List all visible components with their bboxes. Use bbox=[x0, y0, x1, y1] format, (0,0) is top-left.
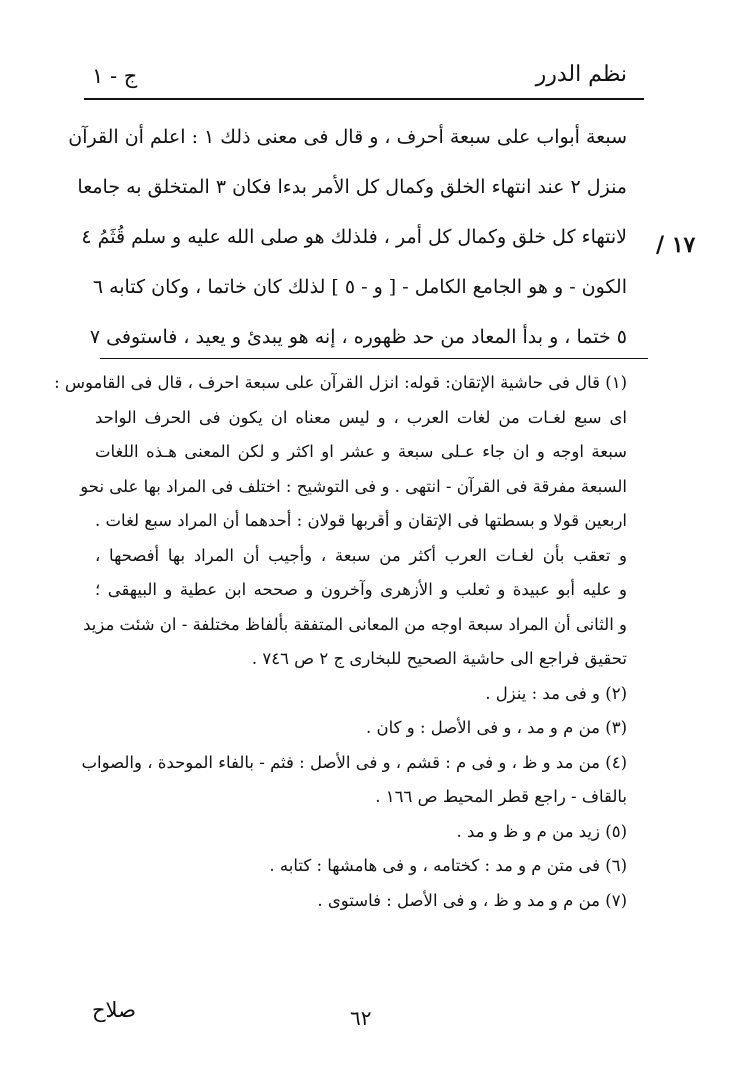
footnote-line: (٢) و فى مد : ينزل . bbox=[485, 683, 627, 703]
running-header-volume: ج - ١ bbox=[92, 64, 138, 88]
margin-page-reference: ١٧ / bbox=[656, 232, 696, 258]
footnote-line: و تعقب بأن لغـات العرب أكثر من سبعة ، وأجيب أن المراد بها أفصحها ، bbox=[95, 545, 627, 565]
footnote-line: و الثانى أن المراد سبعة اوجه من المعانى المتفقة بألفاظ مختلفة - ان شئت مزيد bbox=[83, 614, 627, 634]
footnote-line: اى سبع لغـات من لغات العرب ، و ليس معناه ان يكون فى الحرف الواحد bbox=[95, 407, 627, 427]
footnote-line: تحقيق فراجع الى حاشية الصحيح للبخارى ج ٢ ص ٧٤٦ . bbox=[251, 649, 627, 668]
main-text-line: لانتهاء كل خلق وكمال كل أمر ، فلذلك هو صلى الله عليه و سلم قُثَمُ ٤ bbox=[81, 226, 627, 248]
footnotes-block bbox=[54, 366, 627, 918]
footnote-line: (٥) زيد من م و ظ و مد . bbox=[456, 821, 627, 841]
footnote-line: و عليه أبو عبيدة و ثعلب و الأزهرى وآخرون و صححه ابن عطية و البيهقى ؛ bbox=[95, 580, 627, 599]
footnote-separator bbox=[100, 358, 648, 359]
footnote-line: (٦) فى متن م و مد : كختامه ، و فى هامشها : كتابه . bbox=[269, 856, 627, 875]
page-number: ٦٢ bbox=[350, 1006, 372, 1030]
footnote-line: (٧) من م و مد و ظ ، و فى الأصل : فاستوى . bbox=[317, 890, 627, 910]
footnote-line: بالقاف - راجع قطر المحيط ص ١٦٦ . bbox=[375, 787, 627, 806]
main-text-block bbox=[68, 112, 627, 362]
footnote-line: (٣) من م و مد ، و فى الأصل : و كان . bbox=[366, 718, 627, 737]
main-text-line: منزل ٢ عند انتهاء الخلق وكمال كل الأمر بدءا فكان ٣ المتخلق به جامعا bbox=[77, 176, 627, 198]
main-text-line: ٥ ختما ، و بدأ المعاد من حد ظهوره ، إنه هو يبدئ و يعيد ، فاستوفى ٧ bbox=[89, 326, 627, 348]
footnote-line: (١) قال فى حاشية الإتقان: قوله: انزل القرآن على سبعة احرف ، قال فى القاموس : bbox=[54, 373, 627, 392]
footnote-line: سبعة اوجه و ان جاء عـلى سبعة و عشر او اكثر و لكن المعنى هـذه اللغات bbox=[95, 442, 627, 461]
footnote-line: اربعين قولا و بسطتها فى الإتقان و أقربها قولان : أحدهما أن المراد سبع لغات . bbox=[95, 511, 627, 530]
footer-signature: صلاح bbox=[92, 998, 136, 1022]
footnote-line: السبعة مفرقة فى القرآن - انتهى . و فى التوشيح : اختلف فى المراد بها على نحو bbox=[80, 476, 627, 496]
header-rule bbox=[84, 98, 644, 100]
footnote-line: (٤) من مد و ظ ، و فى م : قشم ، و فى الأصل : فثم - بالفاء الموحدة ، والصواب bbox=[81, 752, 627, 772]
main-text-line: سبعة أبواب على سبعة أحرف ، و قال فى معنى ذلك ١ : اعلم أن القرآن bbox=[68, 126, 627, 148]
running-header-title: نظم الدرر bbox=[535, 62, 627, 87]
main-text-line: الكون - و هو الجامع الكامل - [ و - ٥ ] لذلك كان خاتما ، وكان كتابه ٦ bbox=[92, 276, 627, 298]
